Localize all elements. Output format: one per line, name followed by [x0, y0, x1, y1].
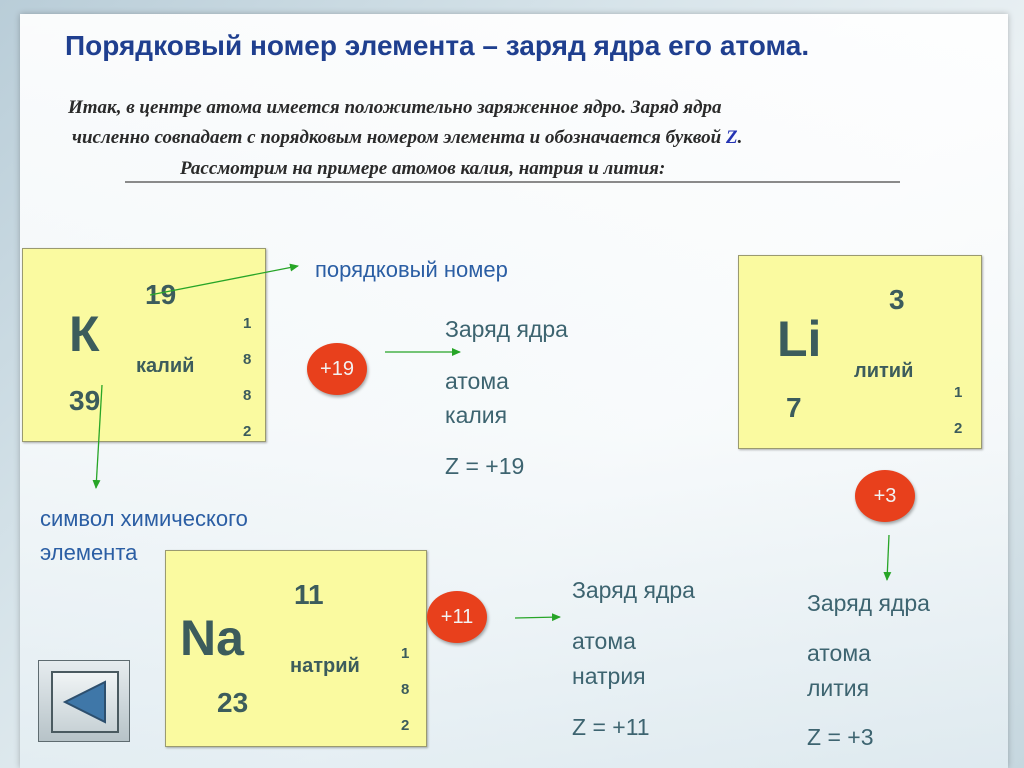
sodium-charge-circle: +11: [427, 591, 487, 643]
potassium-symbol: К: [69, 306, 100, 362]
triangle-left-icon: [53, 673, 117, 731]
arrow-number-to-label: [150, 266, 298, 295]
potassium-desc-line2: атома: [445, 368, 509, 394]
slide-title: Порядковый номер элемента – заряд ядра его атома.: [65, 30, 810, 61]
sodium-number: 11: [294, 579, 324, 610]
sodium-shell-3: 2: [401, 717, 410, 734]
potassium-desc-line1: Заряд ядра: [445, 316, 568, 342]
lithium-mass: 7: [786, 392, 802, 423]
subtitle: Рассмотрим на примере атомов калия, натрия и лития:: [180, 158, 666, 179]
sodium-z-value: Z = +11: [572, 714, 650, 740]
potassium-mass: 39: [69, 385, 101, 416]
chem-symbol-label-line2: элемента: [40, 540, 138, 565]
lithium-desc-line2: атома: [807, 640, 871, 666]
sodium-shell-1: 1: [401, 645, 410, 662]
arrow-sodium-charge: [515, 617, 560, 618]
potassium-number: 19: [145, 279, 177, 310]
chem-symbol-label-line1: символ химического: [40, 506, 248, 531]
potassium-shell-3: 8: [243, 387, 252, 404]
lithium-shell-1: 1: [954, 384, 963, 401]
back-button[interactable]: [38, 660, 130, 742]
arrow-lithium-charge: [887, 535, 889, 580]
intro-line-1: Итак, в центре атома имеется положительно заряженное ядро. Заряд ядра: [68, 97, 722, 118]
z-letter: Z: [725, 127, 738, 148]
lithium-symbol: Li: [777, 311, 822, 367]
potassium-shell-1: 1: [243, 315, 252, 332]
lithium-name: литий: [854, 360, 914, 382]
potassium-shell-4: 2: [243, 423, 252, 440]
sodium-name: натрий: [290, 655, 360, 677]
potassium-z-value: Z = +19: [445, 453, 525, 479]
ordinal-number-label: порядковый номер: [315, 257, 508, 282]
potassium-desc-line3: калия: [445, 402, 508, 428]
sodium-desc-line3: натрия: [572, 663, 646, 689]
lithium-charge-circle: +3: [855, 470, 915, 522]
lithium-number: 3: [889, 284, 905, 315]
lithium-desc-line1: Заряд ядра: [807, 590, 930, 616]
sodium-shell-2: 8: [401, 681, 410, 698]
lithium-z-value: Z = +3: [807, 724, 874, 750]
sodium-desc-line1: Заряд ядра: [572, 577, 695, 603]
sodium-mass: 23: [217, 687, 249, 718]
back-button-frame: [51, 671, 119, 733]
lithium-shell-2: 2: [954, 420, 963, 437]
intro-line-2: численно совпадает с порядковым номером элемента и обозначается буквой Z.: [72, 127, 743, 148]
potassium-charge-circle: +19: [307, 343, 367, 395]
lithium-desc-line3: лития: [807, 675, 870, 701]
sodium-desc-line2: атома: [572, 628, 636, 654]
potassium-name: калий: [136, 355, 195, 377]
arrow-symbol-to-label: [96, 385, 102, 488]
sodium-symbol: Na: [180, 610, 244, 666]
potassium-shell-2: 8: [243, 351, 252, 368]
